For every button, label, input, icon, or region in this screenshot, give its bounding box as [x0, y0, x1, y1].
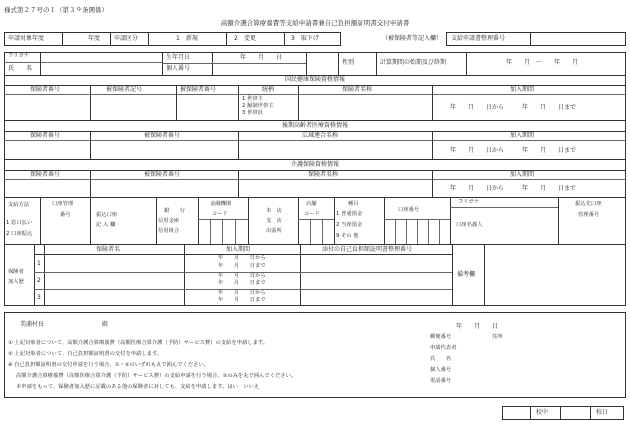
care-h-insurer-no: 保険者番号 [30, 171, 61, 178]
applicant-postal: 郵便番号 [430, 334, 452, 340]
declaration-line-1: ① 上記対象者について、高額介護合算療養費（高額医療合算介護（予防）サービス費）の支給を申請します。 [8, 340, 269, 346]
sex-label: 性別 [342, 59, 355, 66]
insurer-name-header: 保険者名 [96, 246, 121, 253]
insurer-row-from[interactable]: 年 月 日から [218, 290, 266, 296]
nhi-h-insurer-name: 保険者名称 [342, 86, 373, 93]
kind-current[interactable]: 2 当座預金 [336, 222, 363, 228]
year-unit[interactable]: 年度 [88, 35, 101, 42]
care-period-value[interactable]: 年 月 日から 年 月 日まで [450, 185, 577, 192]
method-label: 支給方法 [8, 202, 30, 208]
insurer-row-no: 1 [37, 260, 41, 267]
option-change[interactable]: 2 変更 [234, 35, 256, 42]
insurer-row-to[interactable]: 年 月 日まで [218, 297, 266, 303]
birth-label: 生年月日 [166, 54, 191, 61]
insurer-row-no: 3 [37, 294, 41, 301]
insured-note: （被保険者等記入欄） [382, 35, 443, 42]
elderly-period-value[interactable]: 年 月 日から 年 月 日まで [450, 147, 577, 154]
personal-no-label: 個人番号 [166, 65, 191, 72]
applicant-name: 氏 名 [430, 356, 452, 362]
account-no-label: 口座番号 [398, 207, 420, 213]
declaration-line-2: ② 上記対象者について、自己負担額証明書の交付を申請します。 [8, 351, 163, 357]
declaration-date[interactable]: 年 月 日 [456, 323, 499, 330]
form-title: 高額介護合算療養費等支給申請書兼自己負担額証明書交付申請書 [220, 19, 410, 27]
nhi-h-insurer-no: 保険者番号 [30, 86, 61, 93]
transfer-mgmt-label: 振込先口座 [575, 201, 602, 207]
kind-ordinary[interactable]: 1 普通預金 [336, 211, 363, 217]
bank-type-3[interactable]: 信用組合 [158, 228, 180, 234]
insurer-row-from[interactable]: 年 月 日から [218, 255, 266, 261]
nhi-title: 国民健康保険資格情報 [284, 76, 345, 83]
care-h-insured-no: 被保険者番号 [144, 171, 181, 178]
name-label: 氏 名 [8, 65, 33, 72]
option-new[interactable]: 1 新規 [176, 35, 198, 42]
declaration-line-3: ※ 自己負担額証明書の交付申請を行う場合、①・②のいずれも丸で囲んでください。 [8, 362, 210, 368]
pay-number-label: 支給申請書整理番号 [451, 35, 506, 42]
remarks-label: 備考欄 [457, 271, 476, 278]
period-value[interactable]: 年 月 ～ 年 月 [506, 59, 579, 66]
care-h-insurer-name: 保険者名称 [308, 171, 339, 178]
bank-type-2[interactable]: 信用金庫 [158, 218, 180, 224]
transfer-label: 振込口座 [96, 212, 118, 218]
insurer-row-from[interactable]: 年 月 日から [218, 273, 266, 279]
insurer-cert-header: 添付の自己負担額証明書整理番号 [322, 246, 413, 253]
elderly-h-period: 加入期間 [510, 132, 535, 139]
furigana-label: フリガナ [8, 53, 29, 59]
transfer-label-2: 記 入 欄 [96, 222, 116, 228]
applicant-rep: 申請代表者 [430, 345, 457, 351]
insurer-side-label: 保険者 [8, 269, 24, 275]
insurer-row-to[interactable]: 年 月 日まで [218, 263, 266, 269]
declaration-line-5: 本申請をもって、保険者加入歴に記載のある他の保険者に対しても、支給を申請します。はい いいえ [16, 384, 260, 390]
applicant-phone: 電話番号 [430, 378, 452, 384]
bank-type-1[interactable]: 銀 行 [164, 208, 186, 214]
elderly-h-insured-no: 被保険者番号 [144, 132, 181, 139]
insurer-period-header: 加入期間 [226, 246, 251, 253]
check-1-label: 校中 [536, 409, 549, 416]
inst-code-label-2: コード [212, 211, 228, 217]
category-label: 申請区分 [114, 35, 139, 42]
declaration-line-4: 高額介護合算療養費（高額医療合算介護（予防）サービス費）の支給申請を行う場合、①のみを丸で囲んでください。 [16, 373, 297, 379]
elderly-title: 後期高齢者医療資格情報 [281, 122, 348, 129]
account-mgmt-number: 番号 [60, 212, 71, 218]
option-withdraw[interactable]: 3 取下げ [291, 35, 319, 42]
nhi-h-symbol: 被保険者記号 [106, 86, 143, 93]
nhi-relation-1[interactable]: 1 世帯主 [242, 96, 263, 102]
year-label: 申請対象年度 [8, 35, 45, 42]
applicant-personal-no: 個人番号 [430, 367, 452, 373]
nhi-relation-2[interactable]: 2 擬制世帯主 [242, 103, 274, 109]
applicant-address: 住所 [492, 334, 503, 340]
method-window[interactable]: 1 窓口払い [6, 220, 33, 226]
honorific: 殿 [102, 321, 109, 328]
transfer-mgmt-label-2: 管理番号 [578, 212, 600, 218]
insurer-row-no: 2 [37, 277, 41, 284]
care-title: 介護保険資格情報 [290, 161, 339, 168]
birth-value[interactable]: 年 月 日 [240, 54, 283, 61]
check-2-label: 校日 [596, 409, 609, 416]
period-label: 計算期間の始期及び終期 [380, 59, 447, 66]
branch-type-3[interactable]: 出張所 [266, 228, 282, 234]
account-mgmt-label: 口座管理 [52, 201, 74, 207]
nhi-period-value[interactable]: 年 月 日から 年 月 日まで [450, 104, 577, 111]
addressee: 美浦村長 [20, 321, 45, 328]
care-h-period: 加入期間 [510, 171, 535, 178]
branch-type-1[interactable]: 本 店 [266, 208, 282, 214]
insurer-row-to[interactable]: 年 月 日まで [218, 280, 266, 286]
kind-label: 種目 [348, 201, 359, 207]
branch-type-2[interactable]: 支 店 [266, 218, 282, 224]
form-number: 様式第２７号の１（第３９条関係） [4, 6, 108, 14]
elderly-h-union: 広域連合名称 [302, 132, 339, 139]
kind-other[interactable]: 9 その 他 [336, 233, 359, 239]
holder-name-label: 口座名義人 [456, 222, 483, 228]
method-transfer[interactable]: 2 口座振込 [6, 231, 33, 237]
shop-code-label-2: コード [304, 211, 320, 217]
shop-code-label: 店舗 [306, 201, 317, 207]
insurer-side-label-2: 加入歴 [8, 279, 24, 285]
nhi-h-period: 加入期間 [510, 86, 535, 93]
inst-code-label: 金融機関 [210, 201, 232, 207]
nhi-relation-3[interactable]: 3 世帯員 [242, 110, 263, 116]
nhi-h-insured-no: 被保険者番号 [180, 86, 217, 93]
holder-furigana-label: フリガナ [458, 199, 479, 205]
nhi-h-relation: 続柄 [262, 86, 275, 93]
elderly-h-insurer-no: 保険者番号 [30, 132, 61, 139]
